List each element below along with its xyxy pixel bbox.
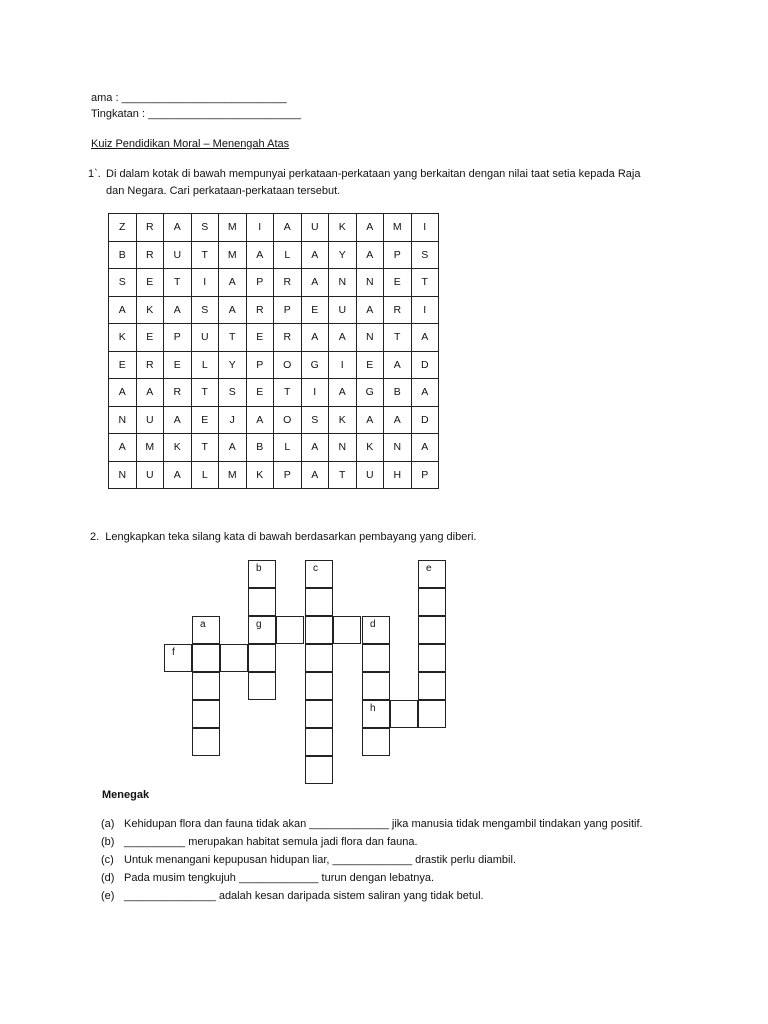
crossword-cell[interactable] xyxy=(362,728,390,756)
word-search-cell[interactable]: M xyxy=(384,214,412,242)
word-search-cell[interactable]: A xyxy=(356,241,384,269)
word-search-cell[interactable]: A xyxy=(164,214,192,242)
word-search-cell[interactable]: E xyxy=(136,324,164,352)
crossword-cell[interactable] xyxy=(192,700,220,728)
crossword-cell[interactable] xyxy=(192,672,220,700)
word-search-cell[interactable]: T xyxy=(219,324,247,352)
word-search-cell[interactable]: J xyxy=(219,406,247,434)
word-search-cell[interactable]: A xyxy=(164,461,192,489)
word-search-cell[interactable]: A xyxy=(219,296,247,324)
word-search-cell[interactable]: M xyxy=(219,214,247,242)
clue-label-g: g xyxy=(256,619,262,630)
word-search-cell[interactable]: U xyxy=(164,241,192,269)
word-search-cell[interactable]: Y xyxy=(219,351,247,379)
word-search-cell[interactable]: R xyxy=(136,241,164,269)
word-search-cell[interactable]: U xyxy=(356,461,384,489)
clue-b-text: __________ merupakan habitat semula jadi flora dan fauna. xyxy=(124,836,418,848)
word-search-cell[interactable]: I xyxy=(246,214,274,242)
word-search-cell[interactable]: A xyxy=(411,324,439,352)
word-search-cell[interactable]: T xyxy=(411,269,439,297)
crossword-cell[interactable] xyxy=(305,588,333,616)
word-search-cell[interactable]: L xyxy=(191,461,219,489)
crossword-cell[interactable] xyxy=(248,672,276,700)
word-search-row xyxy=(109,379,439,407)
word-search-cell[interactable]: S xyxy=(191,214,219,242)
word-search-cell[interactable]: G xyxy=(301,351,329,379)
q1-line2: dan Negara. Cari perkataan-perkataan tersebut. xyxy=(106,185,341,197)
crossword-cell[interactable] xyxy=(220,644,248,672)
word-search-cell[interactable]: U xyxy=(191,324,219,352)
word-search-cell[interactable]: A xyxy=(411,434,439,462)
word-search-cell[interactable]: L xyxy=(274,241,302,269)
word-search-cell[interactable]: P xyxy=(274,296,302,324)
word-search-cell[interactable]: M xyxy=(136,434,164,462)
crossword-cell[interactable] xyxy=(305,560,333,588)
clue-label-h: h xyxy=(370,703,376,714)
word-search-cell[interactable]: N xyxy=(356,269,384,297)
word-search-cell[interactable]: B xyxy=(246,434,274,462)
crossword-cell[interactable] xyxy=(305,644,333,672)
word-search-row xyxy=(109,241,439,269)
word-search-cell[interactable]: N xyxy=(109,406,137,434)
word-search-cell[interactable]: D xyxy=(411,406,439,434)
clue-b-label: (b) xyxy=(101,836,115,848)
word-search-cell[interactable]: N xyxy=(356,324,384,352)
clue-label-e: e xyxy=(426,563,432,574)
word-search-cell[interactable]: K xyxy=(136,296,164,324)
word-search-cell[interactable]: A xyxy=(246,241,274,269)
word-search-cell[interactable]: I xyxy=(191,269,219,297)
word-search-cell[interactable]: U xyxy=(136,406,164,434)
menegak-heading: Menegak xyxy=(102,789,150,801)
word-search-cell[interactable]: A xyxy=(219,434,247,462)
crossword-cell[interactable] xyxy=(333,616,361,644)
word-search-cell[interactable]: S xyxy=(191,296,219,324)
word-search-cell[interactable]: H xyxy=(384,461,412,489)
crossword-cell[interactable] xyxy=(362,700,390,728)
word-search-cell[interactable]: U xyxy=(301,214,329,242)
word-search-cell[interactable]: T xyxy=(191,241,219,269)
word-search-cell[interactable]: O xyxy=(274,351,302,379)
word-search-cell[interactable]: I xyxy=(411,214,439,242)
word-search-cell[interactable]: A xyxy=(329,379,357,407)
word-search-cell[interactable]: R xyxy=(246,296,274,324)
word-search-cell[interactable]: A xyxy=(301,434,329,462)
q1-number: 1`. xyxy=(88,168,101,180)
word-search-cell[interactable]: M xyxy=(219,461,247,489)
word-search-cell[interactable]: P xyxy=(246,351,274,379)
crossword-cell[interactable] xyxy=(362,644,390,672)
crossword-cell[interactable] xyxy=(418,700,446,728)
quiz-title: Kuiz Pendidikan Moral – Menengah Atas xyxy=(91,138,290,150)
word-search-cell[interactable]: K xyxy=(329,406,357,434)
word-search-row xyxy=(109,296,439,324)
crossword-cell[interactable] xyxy=(192,644,220,672)
word-search-cell[interactable]: P xyxy=(164,324,192,352)
word-search-row xyxy=(109,324,439,352)
word-search-cell[interactable]: Z xyxy=(109,214,137,242)
crossword-cell[interactable] xyxy=(305,616,333,644)
word-search-cell[interactable]: K xyxy=(109,324,137,352)
crossword-cell[interactable] xyxy=(305,700,333,728)
word-search-cell[interactable]: T xyxy=(329,461,357,489)
clue-label-d: d xyxy=(370,619,376,630)
word-search-cell[interactable]: A xyxy=(109,434,137,462)
word-search-cell[interactable]: S xyxy=(301,406,329,434)
word-search-cell[interactable]: U xyxy=(136,461,164,489)
word-search-cell[interactable]: R xyxy=(384,296,412,324)
word-search-row xyxy=(109,269,439,297)
word-search-cell[interactable]: T xyxy=(191,379,219,407)
crossword-cell[interactable] xyxy=(418,560,446,588)
crossword-cell[interactable] xyxy=(192,616,220,644)
word-search-cell[interactable]: N xyxy=(109,461,137,489)
word-search-cell[interactable]: A xyxy=(384,406,412,434)
word-search-cell[interactable]: A xyxy=(301,241,329,269)
crossword-cell[interactable] xyxy=(164,644,192,672)
clue-e-label: (e) xyxy=(101,890,115,902)
clue-c-label: (c) xyxy=(101,854,114,866)
word-search-cell[interactable]: K xyxy=(329,214,357,242)
q1-line1: Di dalam kotak di bawah mempunyai perkataan-perkataan yang berkaitan dengan nilai taat setia kepada Raja xyxy=(106,168,641,180)
crossword-cell[interactable] xyxy=(248,616,276,644)
word-search-cell[interactable]: N xyxy=(329,434,357,462)
word-search-cell[interactable]: L xyxy=(191,351,219,379)
word-search-cell[interactable]: R xyxy=(164,379,192,407)
word-search-cell[interactable]: O xyxy=(274,406,302,434)
word-search-cell[interactable]: A xyxy=(109,296,137,324)
word-search-cell[interactable]: A xyxy=(356,296,384,324)
name-field-label: ama : ___________________________ xyxy=(91,92,287,104)
word-search-cell[interactable]: N xyxy=(384,434,412,462)
word-search-cell[interactable]: D xyxy=(411,351,439,379)
word-search-row xyxy=(109,461,439,489)
word-search-cell[interactable]: E xyxy=(301,296,329,324)
word-search-grid xyxy=(108,213,439,489)
clue-e-text: _______________ adalah kesan daripada sistem saliran yang tidak betul. xyxy=(124,890,484,902)
word-search-cell[interactable]: T xyxy=(274,379,302,407)
word-search-cell[interactable]: A xyxy=(274,214,302,242)
crossword-cell[interactable] xyxy=(418,672,446,700)
clue-e xyxy=(101,890,484,902)
clue-label-f: f xyxy=(172,647,175,658)
word-search-cell[interactable]: E xyxy=(191,406,219,434)
word-search-cell[interactable]: A xyxy=(246,406,274,434)
word-search-cell[interactable]: P xyxy=(384,241,412,269)
word-search-cell[interactable]: A xyxy=(329,324,357,352)
word-search-cell[interactable]: L xyxy=(274,434,302,462)
word-search-cell[interactable]: T xyxy=(191,434,219,462)
crossword-cell[interactable] xyxy=(305,728,333,756)
word-search-cell[interactable]: T xyxy=(164,269,192,297)
word-search-cell[interactable]: N xyxy=(329,269,357,297)
clue-a-label: (a) xyxy=(101,818,115,830)
clue-b xyxy=(101,836,418,848)
crossword-cell[interactable] xyxy=(192,728,220,756)
word-search-cell[interactable]: A xyxy=(219,269,247,297)
word-search-cell[interactable]: S xyxy=(219,379,247,407)
clue-label-c: c xyxy=(313,563,318,574)
clue-d-text: Pada musim tengkujuh _____________ turun dengan lebatnya. xyxy=(124,872,435,884)
crossword-cell[interactable] xyxy=(418,616,446,644)
word-search-row xyxy=(109,434,439,462)
word-search-cell[interactable]: B xyxy=(384,379,412,407)
class-field-label: Tingkatan : _________________________ xyxy=(91,108,302,120)
word-search-cell[interactable]: B xyxy=(109,241,137,269)
clue-d xyxy=(101,872,434,884)
clue-label-a: a xyxy=(200,619,206,630)
word-search-cell[interactable]: S xyxy=(109,269,137,297)
word-search-cell[interactable]: A xyxy=(301,269,329,297)
word-search-cell[interactable]: P xyxy=(411,461,439,489)
word-search-cell[interactable]: P xyxy=(246,269,274,297)
word-search-cell[interactable]: I xyxy=(411,296,439,324)
word-search-cell[interactable]: R xyxy=(274,269,302,297)
word-search-cell[interactable]: E xyxy=(164,351,192,379)
word-search-cell[interactable]: A xyxy=(356,406,384,434)
crossword-cell[interactable] xyxy=(305,756,333,784)
clue-d-label: (d) xyxy=(101,872,115,884)
clue-c xyxy=(101,854,516,866)
word-search-cell[interactable]: E xyxy=(384,269,412,297)
word-search-cell[interactable]: A xyxy=(301,461,329,489)
word-search-cell[interactable]: S xyxy=(411,241,439,269)
word-search-row xyxy=(109,406,439,434)
word-search-cell[interactable]: R xyxy=(274,324,302,352)
word-search-cell[interactable]: K xyxy=(246,461,274,489)
q2-instruction: 2. Lengkapkan teka silang kata di bawah berdasarkan pembayang yang diberi. xyxy=(90,531,477,543)
crossword-cell[interactable] xyxy=(305,672,333,700)
word-search-cell[interactable]: E xyxy=(136,269,164,297)
word-search-row xyxy=(109,351,439,379)
word-search-cell[interactable]: E xyxy=(356,351,384,379)
word-search-cell[interactable]: A xyxy=(164,296,192,324)
word-search-cell[interactable]: A xyxy=(356,214,384,242)
word-search-cell[interactable]: E xyxy=(246,324,274,352)
word-search-cell[interactable]: A xyxy=(109,379,137,407)
word-search-cell[interactable]: U xyxy=(329,296,357,324)
clue-a xyxy=(101,818,643,830)
word-search-cell[interactable]: I xyxy=(301,379,329,407)
word-search-cell[interactable]: I xyxy=(329,351,357,379)
word-search-cell[interactable]: R xyxy=(136,351,164,379)
clue-a-text: Kehidupan flora dan fauna tidak akan _____________ jika manusia tidak mengambil tindakan yang positif. xyxy=(124,818,643,830)
clue-label-b: b xyxy=(256,563,262,574)
word-search-cell[interactable]: R xyxy=(136,214,164,242)
clue-c-text: Untuk menangani kepupusan hidupan liar, _____________ drastik perlu diambil. xyxy=(124,854,516,866)
crossword-cell[interactable] xyxy=(276,616,304,644)
crossword-cell[interactable] xyxy=(418,588,446,616)
crossword-cell[interactable] xyxy=(248,560,276,588)
crossword-cell[interactable] xyxy=(390,700,418,728)
word-search-cell[interactable]: A xyxy=(136,379,164,407)
word-search-cell[interactable]: M xyxy=(219,241,247,269)
word-search-cell[interactable]: E xyxy=(109,351,137,379)
word-search-cell[interactable]: A xyxy=(164,406,192,434)
word-search-cell[interactable]: G xyxy=(356,379,384,407)
crossword-cell[interactable] xyxy=(418,644,446,672)
crossword-cell[interactable] xyxy=(248,644,276,672)
word-search-cell[interactable]: T xyxy=(384,324,412,352)
word-search-cell[interactable]: Y xyxy=(329,241,357,269)
crossword-cell[interactable] xyxy=(362,616,390,644)
word-search-cell[interactable]: A xyxy=(384,351,412,379)
word-search-cell[interactable]: P xyxy=(274,461,302,489)
crossword-cell[interactable] xyxy=(248,588,276,616)
word-search-cell[interactable]: K xyxy=(356,434,384,462)
word-search-cell[interactable]: K xyxy=(164,434,192,462)
crossword-cell[interactable] xyxy=(362,672,390,700)
word-search-cell[interactable]: A xyxy=(411,379,439,407)
word-search-cell[interactable]: E xyxy=(246,379,274,407)
word-search-row xyxy=(109,214,439,242)
word-search-cell[interactable]: A xyxy=(301,324,329,352)
